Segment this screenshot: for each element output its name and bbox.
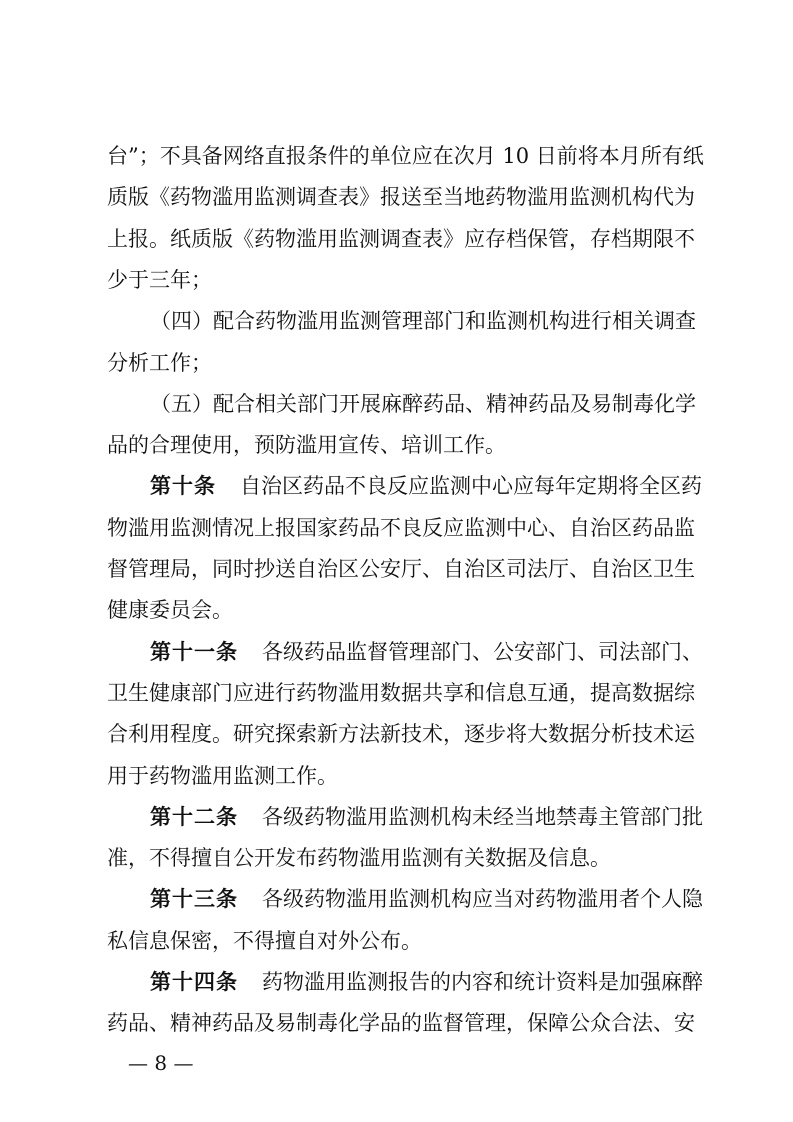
text-line: 品的合理使用，预防滥用宣传、培训工作。 [107, 433, 506, 457]
article-first-line [150, 471, 702, 501]
article-first-line [150, 802, 703, 832]
text-line: 物滥用监测情况上报国家药品不良反应监测中心、自治区药品监 [107, 516, 695, 540]
article-heading: 第十四条 [150, 970, 238, 994]
text-line: 健康委员会。 [107, 598, 233, 622]
article-text: 药物滥用监测报告的内容和统计资料是加强麻醉 [262, 970, 703, 994]
article-text: 各级药物滥用监测机构未经当地禁毒主管部门批 [262, 805, 703, 829]
text-line: 用于药物滥用监测工作。 [107, 764, 338, 788]
text-line: （四）配合药物滥用监测管理部门和监测机构进行相关调查 [150, 309, 696, 333]
text-line: 准，不得擅自公开发布药物滥用监测有关数据及信息。 [107, 846, 611, 870]
text-line: 台”；不具备网络直报条件的单位应在次月 10 日前将本月所有纸 [107, 144, 704, 168]
article-first-line [150, 967, 703, 997]
article-heading: 第十二条 [150, 805, 238, 829]
text-line: 分析工作； [107, 351, 212, 375]
page-number: — 8 — [128, 1051, 194, 1075]
article-heading: 第十一条 [150, 640, 238, 664]
article-first-line [150, 637, 703, 667]
article-heading: 第十三条 [150, 887, 238, 911]
text-line: 质版《药物滥用监测调查表》报送至当地药物滥用监测机构代为 [107, 185, 695, 209]
article-first-line [150, 884, 703, 914]
text-line: 卫生健康部门应进行药物滥用数据共享和信息互通，提高数据综 [107, 681, 695, 705]
text-line: 督管理局，同时抄送自治区公安厅、自治区司法厅、自治区卫生 [107, 557, 695, 581]
text-line: 私信息保密，不得擅自对外公布。 [107, 929, 422, 953]
article-text: 自治区药品不良反应监测中心应每年定期将全区药 [240, 474, 702, 498]
text-line: 少于三年； [107, 268, 212, 292]
text-line: 药品、精神药品及易制毒化学品的监督管理，保障公众合法、安 [107, 1011, 695, 1035]
article-text: 各级药品监督管理部门、公安部门、司法部门、 [262, 640, 703, 664]
article-heading: 第十条 [150, 474, 216, 498]
text-line: 上报。纸质版《药物滥用监测调查表》应存档保管，存档期限不 [107, 227, 695, 251]
article-text: 各级药物滥用监测机构应当对药物滥用者个人隐 [262, 887, 703, 911]
text-line: 合利用程度。研究探索新方法新技术，逐步将大数据分析技术运 [107, 722, 695, 746]
text-line: （五）配合相关部门开展麻醉药品、精神药品及易制毒化学 [150, 392, 696, 416]
